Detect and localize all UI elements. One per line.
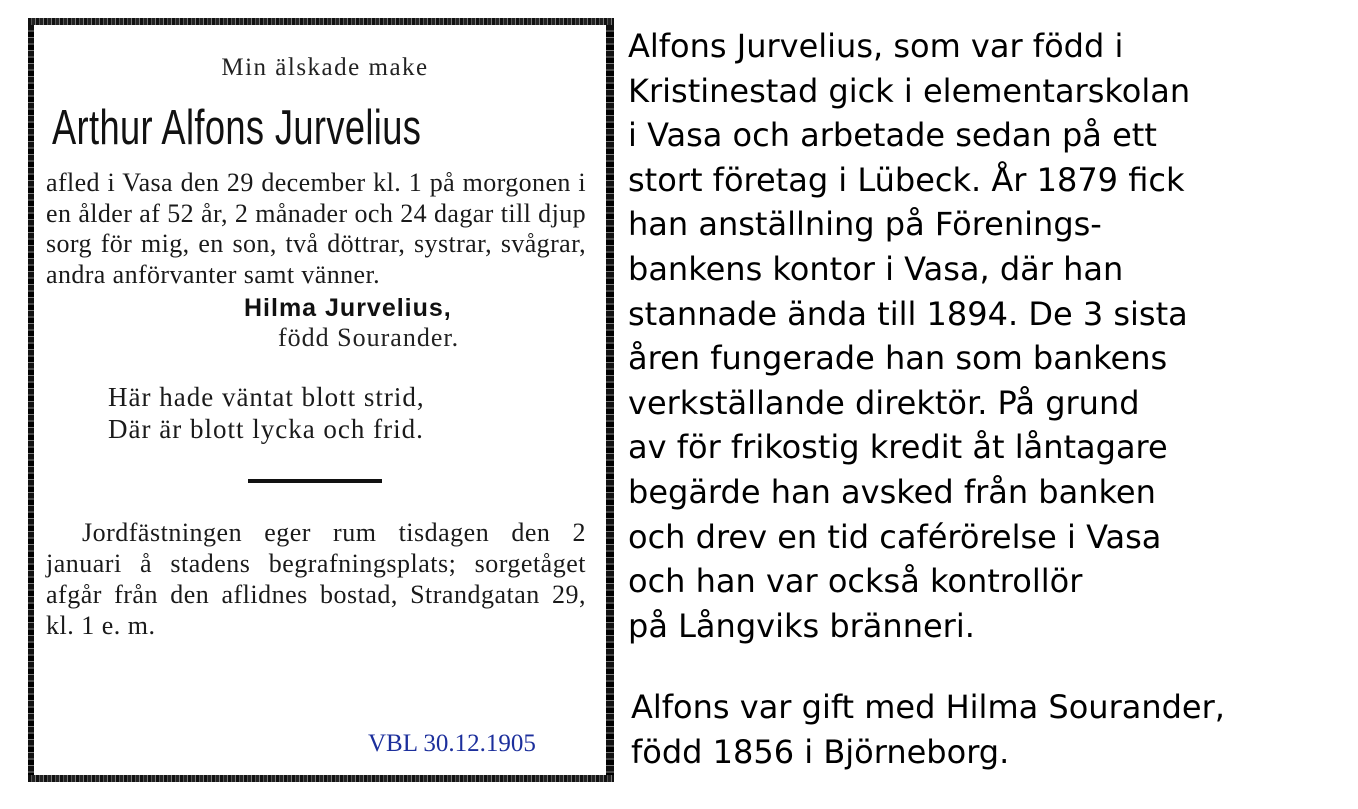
bio-line: och han var också kontrollör [628, 562, 1083, 601]
bio-line: bankens kontor i Vasa, där han [628, 249, 1124, 288]
signer-maiden-name: född Sourander. [278, 323, 460, 352]
bio-line: och drev en tid caférörelse i Vasa [628, 517, 1162, 556]
marriage-note [631, 685, 1351, 774]
verse-line: Där är blott lycka och frid. [108, 414, 424, 444]
clipping-bottom-border [28, 775, 614, 782]
bio-line: i Vasa och arbetade sedan på ett [628, 116, 1157, 155]
bio-line: på Långviks bränneri. [628, 606, 975, 645]
notice-verse [108, 381, 586, 445]
bio-line: stannade ända till 1894. De 3 sista [628, 294, 1188, 333]
bio-line: av för frikostig kredit åt låntagare [628, 428, 1168, 467]
funeral-announcement: Jordfästningen eger rum tisdagen den 2 januari å stadens begrafningsplats; sorgetåget afgår från den aflidnes bostad, Strandgatan 29, kl. 1 e. m. [46, 518, 586, 640]
notice-body: afled i Vasa den 29 december kl. 1 på morgonen i en ålder af 52 år, 2 månader och 24 dagar till djup sorg för mig, en son, två döttrar, systrar, svågrar, andra anförvanter samt vänner. [46, 168, 586, 289]
marriage-line: född 1856 i Björneborg. [631, 732, 1010, 771]
bio-line: han anställning på Förenings- [628, 205, 1102, 244]
notice-signer: Hilma Jurvelius, [244, 294, 452, 322]
death-notice [46, 54, 586, 641]
bio-line: Kristinestad gick i elementarskolan [628, 71, 1191, 110]
bio-line: åren fungerade han som bankens [628, 339, 1168, 378]
clipping-top-border [28, 18, 614, 25]
newspaper-clipping [28, 18, 614, 782]
bio-line: stort företag i Lübeck. År 1879 fick [628, 160, 1185, 199]
clipping-right-border [606, 25, 614, 775]
notice-divider [248, 479, 382, 483]
source-citation: VBL 30.12.1905 [368, 730, 536, 757]
deceased-name: Arthur Alfons Jurvelius [52, 101, 422, 155]
biography-text [628, 24, 1348, 648]
bio-line: begärde han avsked från banken [628, 472, 1156, 511]
bio-line: verkställande direktör. På grund [628, 383, 1140, 422]
notice-intro: Min älskade make [221, 54, 429, 81]
verse-line: Här hade väntat blott strid, [108, 382, 425, 412]
bio-line: Alfons Jurvelius, som var född i [628, 27, 1124, 65]
marriage-line: Alfons var gift med Hilma Sourander, [631, 688, 1225, 726]
clipping-left-border [28, 25, 34, 775]
